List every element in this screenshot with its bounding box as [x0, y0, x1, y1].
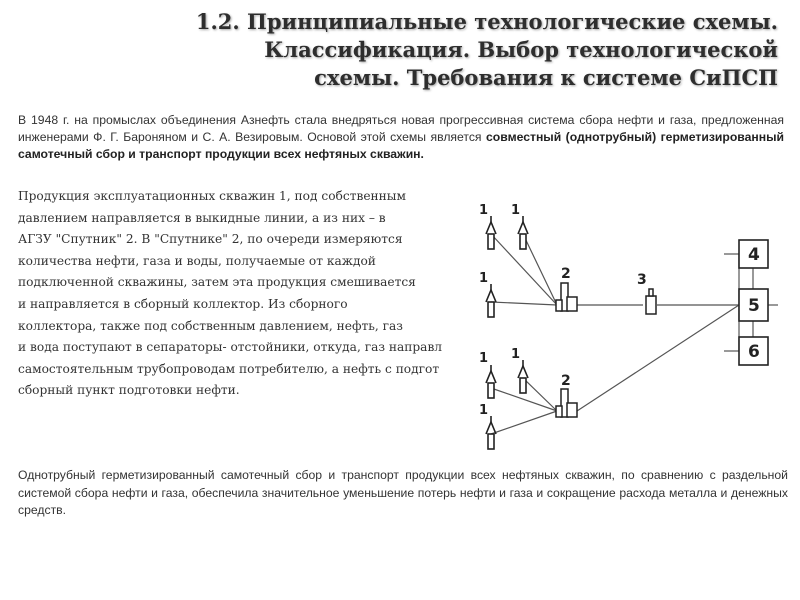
well-icon — [518, 360, 528, 393]
label-box-4: 4 — [748, 245, 760, 265]
label-well-1: 1 — [511, 347, 521, 362]
label-agzu-2: 2 — [561, 373, 571, 389]
intro-bold-text: совместный (однотрубный) герметизированный самотечный сбор и транспорт продукции всех нефтяных скважин. — [18, 130, 784, 161]
slide-title-line: 1.2. Принципиальные технологические схемы. — [195, 9, 778, 34]
label-well-1: 1 — [479, 203, 489, 218]
description-line: самостоятельным трубопроводам потребителю, а нефть с подгот — [18, 361, 440, 376]
process-diagram — [470, 192, 783, 462]
well-icon — [486, 365, 496, 398]
label-node-3: 3 — [637, 272, 647, 288]
label-well-1: 1 — [511, 203, 521, 218]
description-line: и направляется в сборный коллектор. Из сборного — [18, 296, 348, 311]
intro-paragraph — [18, 112, 784, 163]
slide-title-line: Классификация. Выбор технологической — [264, 37, 778, 62]
description-line: количества нефти, газа и воды, получаемые от каждой — [18, 253, 376, 268]
description-line: давлением направляется в выкидные линии, а из них – в — [18, 210, 386, 225]
well-icon — [518, 216, 528, 249]
slide-title-line: схемы. Требования к системе СиПСП — [314, 65, 778, 90]
well-icon — [486, 284, 496, 317]
slide-title — [78, 8, 778, 92]
label-box-5: 5 — [748, 296, 760, 316]
description-paragraph — [18, 186, 466, 402]
description-line: и вода поступают в сепараторы- отстойники, откуда, газ направл — [18, 340, 443, 355]
label-box-6: 6 — [748, 342, 760, 362]
intro-text: В 1948 г. на промыслах объединения Азнефть стала внедряться новая прогрессивная система сбора нефти и газа, предложенная инженерами Ф. Г. Бароняном и С. А. Везировым. Основой этой схемы является — [18, 113, 784, 144]
agzu-sputnik-top — [556, 283, 577, 311]
label-agzu-2: 2 — [561, 266, 571, 282]
label-well-1: 1 — [479, 271, 489, 286]
pipelines — [491, 234, 778, 434]
description-line: АГЗУ "Спутник" 2. В "Спутнике" 2, по очереди измеряются — [18, 232, 403, 247]
agzu-sputnik-bottom — [556, 389, 577, 417]
well-icon — [486, 216, 496, 249]
description-line: сборный пункт подготовки нефти. — [18, 383, 240, 398]
collector-node — [646, 289, 656, 314]
process-diagram-svg — [470, 192, 783, 462]
label-well-1: 1 — [479, 403, 489, 418]
description-line: подключенной скважины, затем эта продукция смешивается — [18, 275, 416, 290]
description-line: коллектора, также под собственным давлением, нефть, газ — [18, 318, 403, 333]
description-line: Продукция эксплуатационных скважин 1, под собственным — [18, 189, 406, 203]
label-well-1: 1 — [479, 351, 489, 366]
summary-paragraph: Однотрубный герметизированный самотечный сбор и транспорт продукции всех нефтяных скважин, по сравнению с раздельной системой сбора нефти и газа, обеспечила значительное уменьшение потерь нефти и газа и сокращение расхода металла и денежных средств. — [18, 468, 788, 517]
